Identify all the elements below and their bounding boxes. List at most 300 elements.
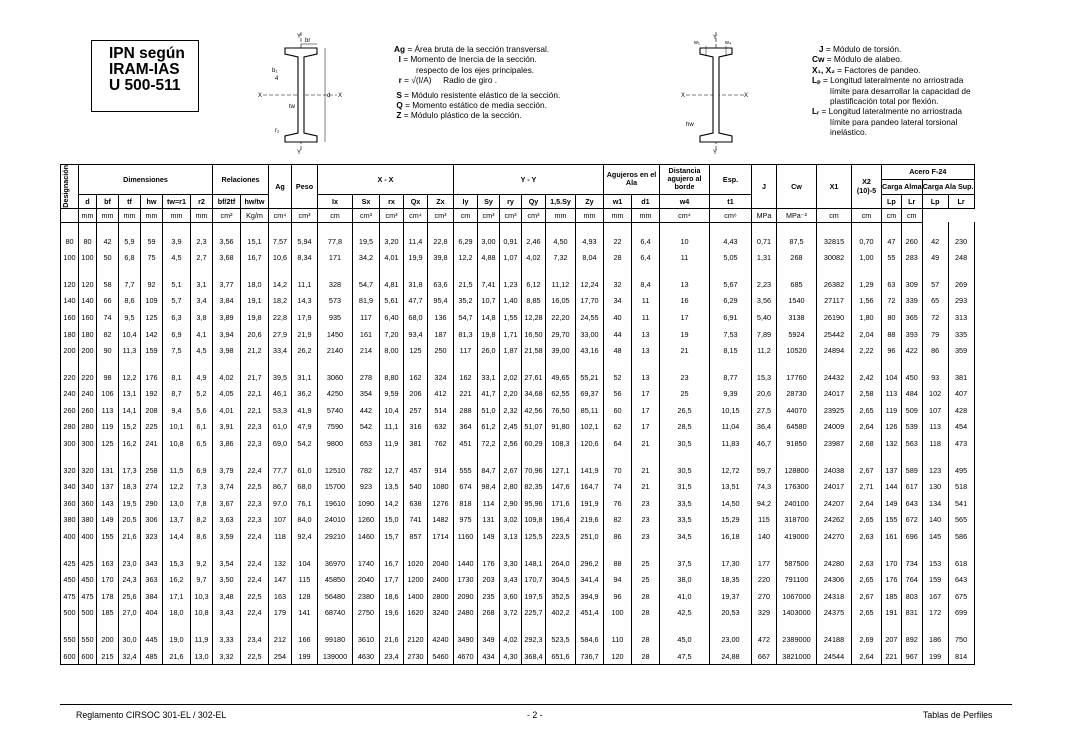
header-cw: Cw — [777, 165, 817, 209]
table-cell: 170,7 — [522, 571, 546, 588]
table-cell: 563 — [901, 435, 922, 452]
table-cell: 288 — [454, 402, 478, 419]
table-cell: 17 — [660, 309, 710, 326]
table-cell: 142 — [141, 326, 163, 343]
title-line-1: IPN según — [109, 45, 185, 62]
table-cell: 3,79 — [213, 462, 241, 479]
table-cell: 540 — [404, 478, 428, 495]
table-cell: 33,00 — [576, 326, 604, 343]
table-cell: 28 — [632, 588, 660, 605]
table-cell: 130 — [922, 478, 948, 495]
subheader-cell: ry — [500, 194, 522, 208]
table-cell: 91850 — [777, 435, 817, 452]
table-cell: 5,94 — [292, 233, 318, 250]
table-cell: 5740 — [318, 402, 353, 419]
group-gap — [61, 545, 975, 555]
legend-q: = Momento estático de media sección. — [405, 100, 547, 111]
table-cell: 24017 — [817, 386, 852, 403]
table-cell: 24038 — [817, 462, 852, 479]
table-cell: 93,4 — [404, 326, 428, 343]
table-cell: 118 — [922, 435, 948, 452]
table-cell: 18,35 — [710, 571, 752, 588]
table-cell: 3,50 — [213, 571, 241, 588]
table-cell: 170 — [97, 571, 119, 588]
table-cell: 22,20 — [546, 309, 576, 326]
table-cell: 589 — [901, 462, 922, 479]
table-cell: 140 — [79, 293, 97, 310]
unit-cell: cm⁶ — [710, 208, 752, 222]
table-cell: 500 — [79, 605, 97, 622]
table-cell: 22,3 — [241, 512, 269, 529]
table-cell: 741 — [404, 512, 428, 529]
row-designation: 380 — [61, 512, 79, 529]
table-cell: 381 — [404, 435, 428, 452]
table-cell: 61,0 — [292, 462, 318, 479]
table-cell: 81,3 — [454, 326, 478, 343]
table-row — [61, 326, 975, 343]
table-cell: 104 — [292, 555, 318, 572]
legend-lp-cont1: límite para desarrollar la capacidad de — [830, 85, 971, 96]
table-cell: 220 — [752, 571, 777, 588]
table-cell: 19 — [660, 326, 710, 343]
table-cell: 23 — [632, 528, 660, 545]
table-cell: 967 — [901, 648, 922, 665]
unit-cell: MPa⁻² — [777, 208, 817, 222]
legend-section-properties: Ag = Área bruta de la sección transversal. I = Momento de Inercia de la sección. respecto de los ejes principales. r = √(I/A) Radio de giro . S = Módulo resistente elástico de la sección. Q = Momento estático de media sección. Z = Módulo plástico de la sección. — [394, 44, 561, 121]
table-cell: 23925 — [817, 402, 852, 419]
table-cell: 360 — [79, 495, 97, 512]
unit-cell: mm — [604, 208, 632, 222]
table-cell: 46,1 — [269, 386, 292, 403]
table-cell: 24,55 — [576, 309, 604, 326]
row-designation: 120 — [61, 276, 79, 293]
table-cell: 17,1 — [163, 588, 191, 605]
table-cell: 1260 — [353, 512, 380, 529]
table-cell: 16,7 — [380, 555, 404, 572]
table-cell: 5,67 — [710, 276, 752, 293]
table-cell: 3,8 — [191, 309, 213, 326]
table-cell: 16,50 — [522, 326, 546, 343]
table-cell: 586 — [948, 528, 974, 545]
table-cell: 316 — [404, 419, 428, 436]
table-cell: 220 — [79, 369, 97, 386]
table-cell: 278 — [353, 369, 380, 386]
svg-text:b₁: b₁ — [272, 68, 278, 74]
table-cell: 69,37 — [576, 386, 604, 403]
table-cell: 454 — [948, 419, 974, 436]
table-cell: 55,21 — [576, 369, 604, 386]
table-cell: 2,7 — [191, 249, 213, 266]
table-cell: 225,7 — [522, 605, 546, 622]
legend-lr-cont1: límite para pandeo lateral torsional — [830, 116, 958, 127]
table-cell: 2040 — [353, 571, 380, 588]
table-cell: 26,5 — [660, 402, 710, 419]
table-cell: 380 — [79, 512, 97, 529]
table-cell: 1460 — [353, 528, 380, 545]
table-cell: 696 — [901, 528, 922, 545]
table-cell: 176 — [141, 369, 163, 386]
table-cell: 354 — [353, 386, 380, 403]
legend-ag: = Área bruta de la sección transversal. — [407, 44, 550, 54]
table-cell: 14,50 — [710, 495, 752, 512]
table-cell: 86 — [604, 528, 632, 545]
table-cell: 19,37 — [710, 588, 752, 605]
svg-text:Y: Y — [713, 150, 718, 155]
table-cell: 402,2 — [546, 605, 576, 622]
table-cell: 35,2 — [454, 293, 478, 310]
table-cell: 2,58 — [852, 386, 882, 403]
table-cell: 268 — [777, 249, 817, 266]
table-cell: 248 — [948, 249, 974, 266]
table-cell: 42 — [97, 233, 119, 250]
legend-i: = Momento de Inercia de la sección. — [403, 54, 537, 65]
table-cell: 72 — [922, 309, 948, 326]
table-cell: 148,1 — [522, 555, 546, 572]
table-cell: 117 — [353, 309, 380, 326]
table-cell: 147 — [269, 571, 292, 588]
table-cell: 76,1 — [292, 495, 318, 512]
header-carga-alma: Carga Alma — [882, 179, 923, 194]
table-cell: 419000 — [777, 528, 817, 545]
svg-text:br: br — [305, 38, 311, 44]
subheader-cell: t1 — [710, 194, 752, 208]
table-cell: 1090 — [353, 495, 380, 512]
table-cell: 92,4 — [292, 528, 318, 545]
svg-text:d: d — [327, 93, 331, 99]
table-cell: 1620 — [404, 605, 428, 622]
table-cell: 651,6 — [546, 648, 576, 665]
table-cell: 23,4 — [241, 631, 269, 648]
table-row — [61, 293, 975, 310]
table-cell: 66 — [97, 293, 119, 310]
svg-text:r₂: r₂ — [275, 128, 280, 134]
table-cell: 699 — [948, 605, 974, 622]
table-cell: 0,70 — [852, 233, 882, 250]
table-cell: 13 — [632, 342, 660, 359]
subheader-cell: d — [79, 194, 97, 208]
table-cell: 176300 — [777, 478, 817, 495]
table-cell: 164,7 — [576, 478, 604, 495]
table-cell: 1020 — [404, 555, 428, 572]
table-cell: 56 — [604, 386, 632, 403]
legend-j: = Módulo de torsión. — [825, 44, 902, 54]
table-cell: 11 — [660, 249, 710, 266]
table-cell: 450 — [901, 369, 922, 386]
table-cell: 2389000 — [777, 631, 817, 648]
table-cell: 11,12 — [546, 276, 576, 293]
table-cell: 170 — [882, 555, 902, 572]
table-cell: 23 — [660, 369, 710, 386]
table-cell: 161 — [353, 326, 380, 343]
table-cell: 260 — [79, 402, 97, 419]
header-agujeros: Agujeros en el Ala — [604, 165, 660, 195]
table-cell: 2,45 — [500, 419, 522, 436]
header-x2: X2 (10)-5 — [852, 165, 882, 209]
footer-right: Tablas de Perfiles — [923, 710, 993, 720]
table-cell: 442 — [353, 402, 380, 419]
table-cell: 7,41 — [478, 276, 500, 293]
subheader-cell: Ix — [318, 194, 353, 208]
unit-cell: cm — [318, 208, 353, 222]
table-cell: 473 — [948, 435, 974, 452]
table-cell: 4,50 — [546, 233, 576, 250]
table-cell: 70 — [604, 462, 632, 479]
table-cell: 98 — [97, 369, 119, 386]
table-cell: 102,1 — [576, 419, 604, 436]
table-cell: 39,00 — [546, 342, 576, 359]
table-cell: 3,13 — [500, 528, 522, 545]
table-cell: 206 — [404, 386, 428, 403]
table-cell: 19,0 — [163, 631, 191, 648]
legend-s: = Módulo resistente elástico de la sección. — [404, 89, 561, 100]
unit-cell: mm — [163, 208, 191, 222]
table-cell: 145 — [922, 528, 948, 545]
section-diagram-2 — [680, 30, 750, 155]
table-cell: 434 — [478, 648, 500, 665]
table-cell: 9800 — [318, 435, 353, 452]
table-cell: 2480 — [454, 605, 478, 622]
table-cell: 3,33 — [213, 631, 241, 648]
table-cell: 20,53 — [710, 605, 752, 622]
table-cell: 28 — [604, 249, 632, 266]
header-ag: Ag — [269, 165, 292, 209]
table-cell: 125,5 — [522, 528, 546, 545]
table-cell: 115 — [752, 512, 777, 529]
table-cell: 2,63 — [852, 555, 882, 572]
table-cell: 22,4 — [241, 555, 269, 572]
table-cell: 113 — [922, 419, 948, 436]
table-cell: 1714 — [428, 528, 454, 545]
table-cell: 363 — [141, 571, 163, 588]
table-cell: 7,53 — [710, 326, 752, 343]
table-cell: 2040 — [428, 555, 454, 572]
table-cell: 484 — [901, 386, 922, 403]
table-cell: 24262 — [817, 512, 852, 529]
table-cell: 82,35 — [522, 478, 546, 495]
table-cell: 23 — [632, 495, 660, 512]
table-cell: 4250 — [318, 386, 353, 403]
table-cell: 29,70 — [546, 326, 576, 343]
table-cell: 9,5 — [119, 309, 141, 326]
title-box — [91, 40, 199, 112]
table-cell: 15,3 — [752, 369, 777, 386]
table-cell: 137 — [882, 462, 902, 479]
table-cell: 23 — [632, 512, 660, 529]
title-line-2: IRAM-IAS — [109, 61, 180, 78]
table-cell: 3,43 — [213, 605, 241, 622]
table-cell: 144 — [882, 478, 902, 495]
table-cell: 1,00 — [852, 249, 882, 266]
table-cell: 3,30 — [500, 555, 522, 572]
table-cell: 12510 — [318, 462, 353, 479]
table-cell: 176 — [882, 571, 902, 588]
table-cell: 2,65 — [852, 605, 882, 622]
table-cell: 106 — [97, 386, 119, 403]
table-cell: 3,02 — [500, 512, 522, 529]
legend-torsion-properties: J = Módulo de torsión. Cw = Módulo de alabeo. X₁, X₂ = Factores de pandeo. Lₚ = Longitud lateralmente no arriostrada límite para desarrollar la capacidad de plastificación total por flexión. Lᵣ = Longitud lateralmente no arriostrada límite para pandeo lateral torsional inelástico. — [812, 44, 971, 138]
subheader-cell: bf — [97, 194, 119, 208]
table-cell: 13,1 — [119, 386, 141, 403]
table-cell: 159 — [922, 571, 948, 588]
table-cell: 33,4 — [269, 342, 292, 359]
table-cell: 341,4 — [576, 571, 604, 588]
table-cell: 306 — [141, 512, 163, 529]
table-cell: 26,0 — [478, 342, 500, 359]
table-cell: 139000 — [318, 648, 353, 665]
table-cell: 56480 — [318, 588, 353, 605]
table-cell: 6,12 — [522, 276, 546, 293]
table-cell: 5,1 — [163, 276, 191, 293]
table-cell: 2,64 — [852, 648, 882, 665]
table-cell: 36,2 — [292, 386, 318, 403]
table-cell: 451,4 — [576, 605, 604, 622]
table-cell: 91,80 — [546, 419, 576, 436]
table-cell: 818 — [454, 495, 478, 512]
table-cell: 225 — [141, 419, 163, 436]
table-cell: 76 — [604, 495, 632, 512]
row-designation: 320 — [61, 462, 79, 479]
table-cell: 1,07 — [500, 249, 522, 266]
table-cell: 41,9 — [292, 402, 318, 419]
table-cell: 407 — [948, 386, 974, 403]
table-cell: 2,46 — [522, 233, 546, 250]
table-cell: 1067000 — [777, 588, 817, 605]
table-cell: 8,04 — [576, 249, 604, 266]
table-cell: 109 — [141, 293, 163, 310]
table-cell: 8,1 — [163, 369, 191, 386]
table-cell: 97,0 — [269, 495, 292, 512]
table-cell: 0,91 — [500, 233, 522, 250]
table-cell: 292,3 — [522, 631, 546, 648]
table-cell: 6,1 — [191, 419, 213, 436]
unit-cell: mm — [79, 208, 97, 222]
table-cell: 340 — [79, 478, 97, 495]
table-cell: 296,2 — [576, 555, 604, 572]
table-cell: 667 — [752, 648, 777, 665]
row-designation: 450 — [61, 571, 79, 588]
table-cell: 128 — [292, 588, 318, 605]
table-cell: 203 — [478, 571, 500, 588]
header-distancia: Distancia agujero al borde — [660, 165, 710, 195]
table-cell: 185 — [97, 605, 119, 622]
table-cell: 77,7 — [269, 462, 292, 479]
table-cell: 74 — [97, 309, 119, 326]
table-cell: 304,5 — [546, 571, 576, 588]
table-cell: 13,7 — [163, 512, 191, 529]
table-cell: 495 — [948, 462, 974, 479]
table-cell: 12,2 — [163, 478, 191, 495]
table-cell: 27,61 — [522, 369, 546, 386]
table-cell: 171,6 — [546, 495, 576, 512]
table-cell: 9,7 — [191, 571, 213, 588]
table-cell: 240100 — [777, 495, 817, 512]
table-cell: 1080 — [428, 478, 454, 495]
subheader-cell: Lr — [948, 194, 974, 208]
table-cell: 2,65 — [852, 402, 882, 419]
unit-cell: mm — [97, 208, 119, 222]
row-designation: 200 — [61, 342, 79, 359]
table-cell: 329 — [752, 605, 777, 622]
table-cell: 4,02 — [500, 631, 522, 648]
table-cell: 191,9 — [576, 495, 604, 512]
svg-text:X: X — [338, 93, 343, 99]
table-cell: 11 — [632, 293, 660, 310]
table-cell: 118 — [269, 528, 292, 545]
table-cell: 21,2 — [241, 342, 269, 359]
table-cell: 364 — [454, 419, 478, 436]
table-cell: 241 — [141, 435, 163, 452]
table-cell: 75 — [141, 249, 163, 266]
header-dimensiones: Dimensiones — [79, 165, 213, 195]
header-j: J — [752, 165, 777, 209]
table-cell: 2730 — [404, 648, 428, 665]
subheader-cell: Lp — [882, 194, 902, 208]
table-cell: 62 — [604, 419, 632, 436]
table-cell: 24894 — [817, 342, 852, 359]
table-cell: 10,8 — [163, 435, 191, 452]
table-cell: 736,7 — [576, 648, 604, 665]
table-cell: 3490 — [454, 631, 478, 648]
table-cell: 24009 — [817, 419, 852, 436]
table-cell: 214 — [353, 342, 380, 359]
table-row — [61, 588, 975, 605]
table-cell: 257 — [404, 402, 428, 419]
table-cell: 3610 — [353, 631, 380, 648]
table-cell: 17,30 — [710, 555, 752, 572]
table-cell: 857 — [404, 528, 428, 545]
table-cell: 13,51 — [710, 478, 752, 495]
table-cell: 4,30 — [500, 648, 522, 665]
table-cell: 3,1 — [191, 276, 213, 293]
table-cell: 76,50 — [546, 402, 576, 419]
table-cell: 1450 — [318, 326, 353, 343]
table-cell: 5,6 — [191, 402, 213, 419]
table-cell: 349 — [478, 631, 500, 648]
table-cell: 393 — [901, 326, 922, 343]
table-cell: 21,9 — [292, 326, 318, 343]
table-cell: 15,1 — [241, 233, 269, 250]
table-row — [61, 648, 975, 665]
table-cell: 155 — [97, 528, 119, 545]
table-cell: 5460 — [428, 648, 454, 665]
table-cell: 3,32 — [213, 648, 241, 665]
unit-cell: cm⁴ — [404, 208, 428, 222]
table-cell: 11,9 — [191, 631, 213, 648]
table-cell: 21,58 — [522, 342, 546, 359]
table-cell: 10,8 — [191, 605, 213, 622]
table-cell: 11,3 — [119, 342, 141, 359]
table-cell: 98,4 — [478, 478, 500, 495]
table-cell: 672 — [901, 512, 922, 529]
table-cell: 13 — [632, 369, 660, 386]
table-cell: 485 — [141, 648, 163, 665]
unit-cell: cm⁴ — [660, 208, 710, 222]
row-designation: 140 — [61, 293, 79, 310]
table-cell: 4,81 — [380, 276, 404, 293]
unit-cell: cm — [817, 208, 852, 222]
svg-text:X: X — [681, 93, 686, 99]
table-cell: 4,5 — [191, 342, 213, 359]
table-cell: 4670 — [454, 648, 478, 665]
table-cell: 335 — [948, 326, 974, 343]
subheader-cell: hw — [141, 194, 163, 208]
table-cell: 15,3 — [163, 555, 191, 572]
table-cell: 10,1 — [163, 419, 191, 436]
table-cell: 12,72 — [710, 462, 752, 479]
table-cell: 22,5 — [241, 588, 269, 605]
table-cell: 2,69 — [852, 631, 882, 648]
table-cell: 11,1 — [380, 419, 404, 436]
